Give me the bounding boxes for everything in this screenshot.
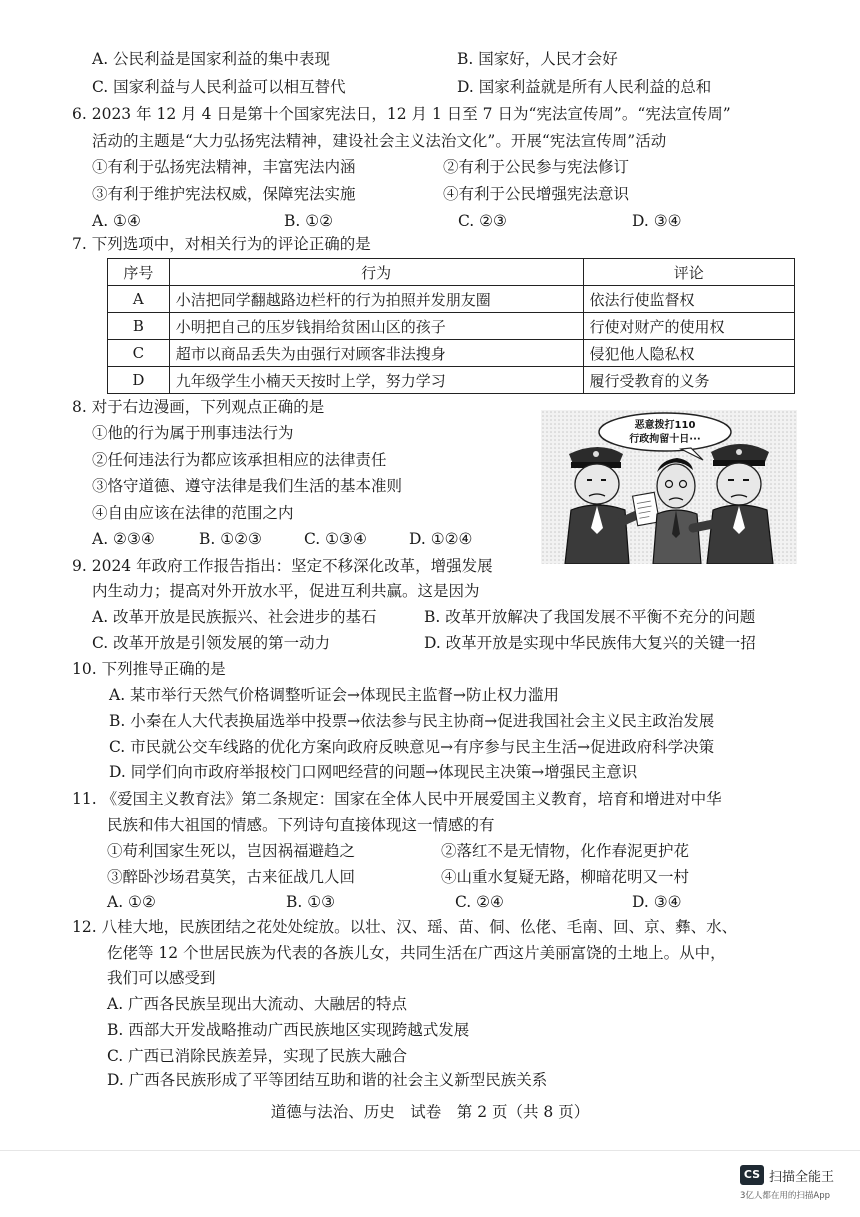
scanner-logo-icon: CS [740, 1165, 764, 1185]
q6-option-b: B. ①② [284, 212, 334, 230]
q8-option-c: C. ①③④ [304, 530, 367, 548]
q5-option-a: A. 公民利益是国家利益的集中表现 [92, 50, 331, 68]
q8-option-d: D. ①②④ [409, 530, 473, 548]
q9-option-a: A. 改革开放是民族振兴、社会进步的基石 [92, 608, 377, 626]
q12-option-a: A. 广西各民族呈现出大流动、大融居的特点 [107, 995, 408, 1013]
q5-option-d: D. 国家利益就是所有人民利益的总和 [457, 78, 712, 96]
table-cell-comment: 依法行使监督权 [583, 286, 794, 313]
page-footer: 道德与法治、历史 试卷 第 2 页（共 8 页） [270, 1103, 590, 1121]
q9-option-c: C. 改革开放是引领发展的第一动力 [92, 634, 331, 652]
q11-option-c: C. ②④ [455, 893, 504, 911]
table-cell-index: A [108, 286, 170, 313]
q11-option-a: A. ①② [107, 893, 156, 911]
q7-stem: 7. 下列选项中，对相关行为的评论正确的是 [72, 235, 371, 253]
q5-option-b: B. 国家好，人民才会好 [457, 50, 618, 68]
table-cell-index: C [108, 340, 170, 367]
table-cell-index: D [108, 367, 170, 394]
table-cell-comment: 履行受教育的义务 [583, 367, 794, 394]
q6-statement-2: ②有利于公民参与宪法修订 [443, 158, 630, 176]
q12-option-b: B. 西部大开发战略推动广西民族地区实现跨越式发展 [107, 1021, 470, 1039]
bubble-text-2: 行政拘留十日··· [629, 434, 701, 445]
q6-statement-1: ①有利于弘扬宪法精神，丰富宪法内涵 [92, 158, 356, 176]
table-cell-comment: 侵犯他人隐私权 [583, 340, 794, 367]
q12-stem-line-2: 仡佬等 12 个世居民族为代表的各族儿女，共同生活在广西这片美丽富饶的土地上。从中， [107, 944, 726, 962]
table-row [108, 367, 795, 394]
table-row [108, 286, 795, 313]
q8-statement-2: ②任何违法行为都应该承担相应的法律责任 [92, 451, 387, 469]
q7-table [107, 258, 795, 394]
table-row [108, 340, 795, 367]
document-paper [633, 492, 660, 525]
q12-option-c: C. 广西已消除民族差异，实现了民族大融合 [107, 1047, 408, 1065]
q12-stem-line-3: 我们可以感受到 [107, 969, 216, 987]
q6-option-a: A. ①④ [92, 212, 141, 230]
q9-option-b: B. 改革开放解决了我国发展不平衡不充分的问题 [424, 608, 756, 626]
q10-option-c: C. 市民就公交车线路的优化方案向政府反映意见→有序参与民主生活→促进政府科学决策 [109, 738, 715, 756]
table-cell-behavior: 小明把自己的压岁钱捐给贫困山区的孩子 [169, 313, 583, 340]
table-header-index: 序号 [108, 259, 170, 286]
q9-option-d: D. 改革开放是实现中华民族伟大复兴的关键一招 [424, 634, 756, 652]
q11-statement-3: ③醉卧沙场君莫笑，古来征战几人回 [107, 868, 356, 886]
q8-stem: 8. 对于右边漫画，下列观点正确的是 [72, 398, 325, 416]
q10-option-d: D. 同学们向市政府举报校门口网吧经营的问题→体现民主决策→增强民主意识 [109, 763, 638, 781]
q5-option-c: C. 国家利益与人民利益可以相互替代 [92, 78, 346, 96]
q8-statement-3: ③恪守道德、遵守法律是我们生活的基本准则 [92, 477, 403, 495]
table-cell-index: B [108, 313, 170, 340]
table-cell-comment: 行使对财产的使用权 [583, 313, 794, 340]
q11-stem-line-2: 民族和伟大祖国的情感。下列诗句直接体现这一情感的有 [107, 816, 495, 834]
q6-stem-line-1: 6. 2023 年 12 月 4 日是第十个国家宪法日，12 月 1 日至 7 日为“宪法宣传周”。“宪法宣传周” [72, 105, 731, 123]
q9-stem-line-2: 内生动力；提高对外开放水平，促进互利共赢。这是因为 [92, 582, 480, 600]
q6-statement-3: ③有利于维护宪法权威，保障宪法实施 [92, 185, 356, 203]
table-cell-behavior: 超市以商品丢失为由强行对顾客非法搜身 [169, 340, 583, 367]
table-header-behavior: 行为 [169, 259, 583, 286]
scanner-slogan: 3亿人都在用的扫描App [740, 1191, 831, 1201]
q12-stem-line-1: 12. 八桂大地，民族团结之花处处绽放。以壮、汉、瑶、苗、侗、仫佬、毛南、回、京、彝、水、 [72, 918, 738, 936]
q6-statement-4: ④有利于公民增强宪法意识 [443, 185, 630, 203]
table-cell-behavior: 九年级学生小楠天天按时上学，努力学习 [169, 367, 583, 394]
scanner-watermark [740, 1165, 850, 1205]
q6-stem-line-2: 活动的主题是“大力弘扬宪法精神，建设社会主义法治文化”。开展“宪法宣传周”活动 [92, 132, 667, 150]
q11-option-d: D. ③④ [632, 893, 682, 911]
table-cell-behavior: 小洁把同学翻越路边栏杆的行为拍照并发朋友圈 [169, 286, 583, 313]
table-header-comment: 评论 [583, 259, 794, 286]
scan-divider [0, 1150, 860, 1151]
q9-stem-line-1: 9. 2024 年政府工作报告指出：坚定不移深化改革，增强发展 [72, 557, 493, 575]
q11-stem-line-1: 11. 《爱国主义教育法》第二条规定：国家在全体人民中开展爱国主义教育，培育和增进对中华 [72, 790, 722, 808]
q11-statement-1: ①苟利国家生死以，岂因祸福避趋之 [107, 842, 356, 860]
q10-stem: 10. 下列推导正确的是 [72, 660, 226, 678]
q8-statement-1: ①他的行为属于刑事违法行为 [92, 424, 294, 442]
q11-option-b: B. ①③ [286, 893, 336, 911]
q6-option-c: C. ②③ [458, 212, 507, 230]
q6-option-d: D. ③④ [632, 212, 682, 230]
bubble-text-1: 恶意拨打110 [634, 420, 696, 431]
table-row [108, 313, 795, 340]
cartoon-illustration [541, 410, 797, 564]
q8-statement-4: ④自由应该在法律的范围之内 [92, 504, 294, 522]
q10-option-b: B. 小秦在人大代表换届选举中投票→依法参与民主协商→促进我国社会主义民主政治发展 [109, 712, 715, 730]
scanner-app-name: 扫描全能王 [769, 1170, 835, 1185]
q11-statement-2: ②落红不是无情物，化作春泥更护花 [441, 842, 690, 860]
q10-option-a: A. 某市举行天然气价格调整听证会→体现民主监督→防止权力滥用 [109, 686, 560, 704]
q11-statement-4: ④山重水复疑无路，柳暗花明又一村 [441, 868, 690, 886]
q8-option-a: A. ②③④ [92, 530, 155, 548]
q8-option-b: B. ①②③ [199, 530, 262, 548]
table-header-row [108, 259, 795, 286]
speech-bubble [599, 413, 731, 451]
q12-option-d: D. 广西各民族形成了平等团结互助和谐的社会主义新型民族关系 [107, 1071, 548, 1089]
